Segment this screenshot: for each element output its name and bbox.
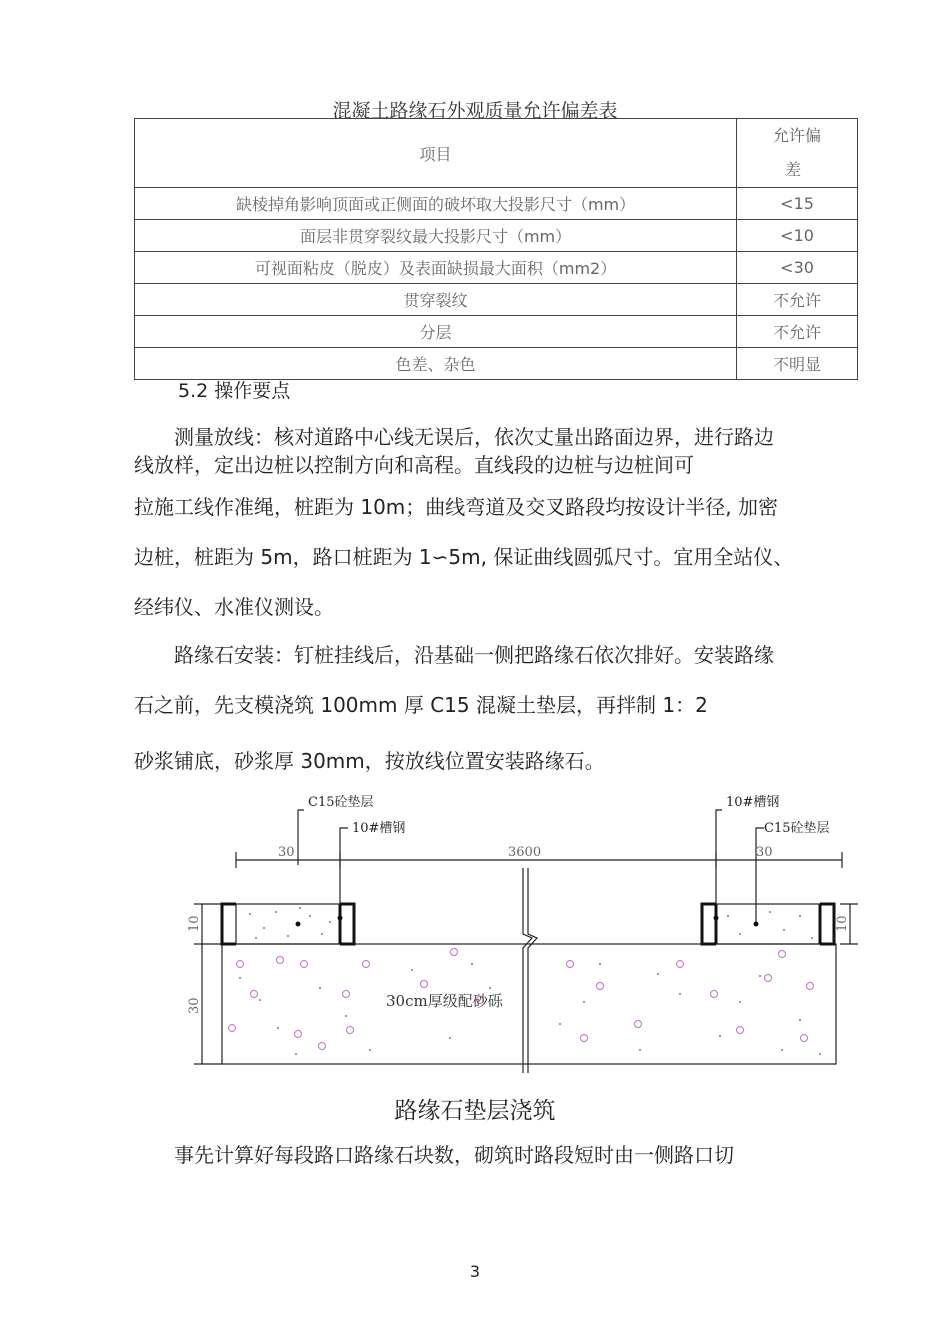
row-item: 分层 — [135, 316, 737, 348]
section-heading: 5.2 操作要点 — [178, 380, 291, 402]
row-tolerance: 不允许 — [737, 316, 858, 348]
table-row — [135, 220, 858, 252]
row-tolerance: 不允许 — [737, 284, 858, 316]
paragraph-line: 边桩，桩距为 5m，路口桩距为 1∽5m, 保证曲线圆弧尺寸。宜用全站仪、 — [134, 545, 794, 569]
dim-text-left: 30 — [278, 845, 295, 860]
paragraph-line: 拉施工线作准绳，桩距为 10m；曲线弯道及交叉路段均按设计半径, 加密 — [134, 495, 779, 519]
header-tolerance — [737, 119, 858, 188]
row-item: 色差、杂色 — [135, 348, 737, 380]
label-channel-left: 10#槽钢 — [352, 821, 406, 836]
row-item: 贯穿裂纹 — [135, 284, 737, 316]
row-tolerance: <15 — [737, 188, 858, 220]
paragraph-line: 测量放线：核对道路中心线无误后，依次丈量出路面边界，进行路边 — [134, 425, 774, 449]
c15-pad-left — [236, 904, 340, 944]
dim-text-right: 30 — [756, 845, 773, 860]
leader-channel-left — [340, 828, 348, 908]
header-tolerance-line1: 允许偏 — [773, 126, 822, 145]
leader-c15-left — [298, 810, 304, 865]
dim-text-h-right: 10 — [835, 915, 850, 932]
table-row — [135, 284, 858, 316]
page-number: 3 — [469, 1262, 481, 1281]
table-row — [135, 188, 858, 220]
row-item: 可视面粘皮（脱皮）及表面缺损最大面积（mm2） — [135, 252, 737, 284]
table-row — [135, 252, 858, 284]
table-row — [135, 316, 858, 348]
leader-channel-right — [716, 810, 722, 908]
paragraph-line: 事先计算好每段路口路缘石块数，砌筑时路段短时由一侧路口切 — [134, 1143, 734, 1167]
paragraph-line: 线放样，定出边桩以控制方向和高程。直线段的边桩与边桩间可 — [134, 453, 694, 477]
channel-left-outer — [222, 904, 236, 944]
leader-c15-right — [756, 828, 764, 924]
paragraph-line: 砂浆铺底，砂浆厚 30mm，按放线位置安装路缘石。 — [134, 749, 605, 773]
table-row — [135, 348, 858, 380]
curb-bedding-diagram — [180, 788, 860, 1078]
paragraph-line: 路缘石安装：钉桩挂线后，沿基础一侧把路缘石依次排好。安装路缘 — [134, 643, 774, 667]
table-header-row — [135, 119, 858, 188]
paragraph-line: 石之前，先支模浇筑 100mm 厚 C15 混凝土垫层，再拌制 1：2 — [134, 693, 708, 717]
channel-left-inner — [340, 904, 354, 944]
label-c15-right: C15砼垫层 — [764, 821, 830, 836]
paragraph-line: 经纬仪、水准仪测设。 — [134, 595, 334, 619]
channel-right-inner — [702, 904, 716, 944]
label-c15-left: C15砼垫层 — [308, 795, 374, 810]
row-tolerance: 不明显 — [737, 348, 858, 380]
row-item: 面层非贯穿裂纹最大投影尺寸（mm） — [135, 220, 737, 252]
row-tolerance: <30 — [737, 252, 858, 284]
dim-text-h-left: 10 — [187, 915, 202, 932]
channel-right-outer — [820, 904, 834, 944]
header-item: 项目 — [135, 119, 737, 188]
dim-text-base: 30 — [187, 997, 202, 1014]
row-item: 缺棱掉角影响顶面或正侧面的破坏取大投影尺寸（mm） — [135, 188, 737, 220]
dim-text-mid: 3600 — [508, 845, 542, 860]
gravel-base — [222, 944, 836, 1064]
label-channel-right: 10#槽钢 — [726, 795, 780, 810]
row-tolerance: <10 — [737, 220, 858, 252]
label-base: 30cm厚级配砂砾 — [386, 992, 503, 1010]
c15-pad-right — [716, 904, 820, 944]
table-title: 混凝土路缘石外观质量允许偏差表 — [332, 100, 618, 122]
header-tolerance-line2: 差 — [785, 160, 802, 179]
tolerance-table — [134, 118, 858, 380]
figure-caption: 路缘石垫层浇筑 — [394, 1098, 556, 1124]
